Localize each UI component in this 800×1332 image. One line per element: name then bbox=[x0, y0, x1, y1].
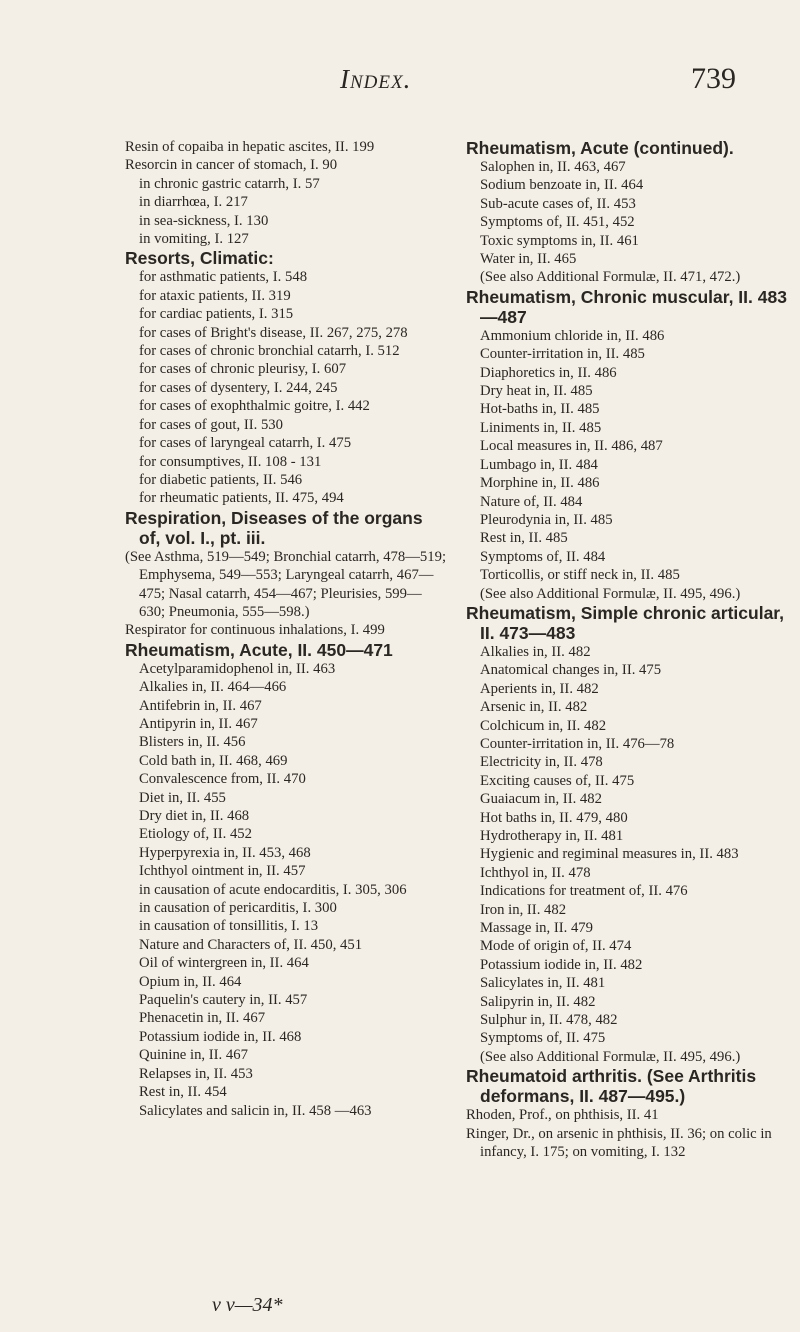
index-subentry: (See also Additional Formulæ, II. 471, 472.) bbox=[480, 269, 741, 286]
index-subentry: Cold bath in, II. 468, 469 bbox=[139, 752, 288, 769]
index-subentry: Local measures in, II. 486, 487 bbox=[480, 438, 663, 455]
running-header-title: Index. bbox=[340, 64, 412, 94]
index-subentry: Opium in, II. 464 bbox=[139, 973, 242, 990]
index-subentry: Ammonium chloride in, II. 486 bbox=[480, 327, 665, 344]
index-subentry: Alkalies in, II. 482 bbox=[480, 643, 591, 660]
index-subentry: Arsenic in, II. 482 bbox=[480, 699, 588, 716]
index-subentry: Counter-irritation in, II. 476—78 bbox=[480, 735, 675, 752]
index-subentry: in causation of acute endocarditis, I. 305, 306 bbox=[139, 881, 407, 898]
index-subentry: Quinine in, II. 467 bbox=[139, 1047, 248, 1064]
index-subentry: Symptoms of, II. 451, 452 bbox=[480, 214, 635, 231]
index-entry: Resorcin in cancer of stomach, I. 90 bbox=[125, 157, 338, 174]
index-subentry: in causation of pericarditis, I. 300 bbox=[139, 900, 337, 917]
index-subentry: Nature of, II. 484 bbox=[480, 493, 583, 510]
index-subentry: Mode of origin of, II. 474 bbox=[480, 938, 632, 955]
index-subentry: for cases of chronic pleurisy, I. 607 bbox=[139, 361, 347, 378]
index-subentry: Massage in, II. 479 bbox=[480, 920, 593, 937]
index-subentry: in chronic gastric catarrh, I. 57 bbox=[139, 175, 320, 192]
index-subentry: Water in, II. 465 bbox=[480, 251, 577, 268]
index-subentry: in sea-sickness, I. 130 bbox=[139, 212, 269, 229]
index-subentry: Toxic symptoms in, II. 461 bbox=[480, 232, 639, 249]
index-subentry: Symptoms of, II. 475 bbox=[480, 1030, 606, 1047]
index-subentry: Lumbago in, II. 484 bbox=[480, 456, 598, 473]
signature-mark: v v—34* bbox=[212, 1294, 283, 1316]
index-subentry: Aperients in, II. 482 bbox=[480, 680, 599, 697]
index-subentry: for cases of laryngeal catarrh, I. 475 bbox=[139, 435, 352, 452]
index-subentry: Anatomical changes in, II. 475 bbox=[480, 662, 662, 679]
index-subentry: Blisters in, II. 456 bbox=[139, 734, 246, 751]
index-subentry: Convalescence from, II. 470 bbox=[139, 771, 306, 788]
index-subentry: Hydrotherapy in, II. 481 bbox=[480, 828, 624, 844]
index-subentry: Nature and Characters of, II. 450, 451 bbox=[139, 936, 363, 953]
index-subentry: in causation of tonsillitis, I. 13 bbox=[139, 918, 319, 935]
index-subentry: for consumptives, II. 108 - 131 bbox=[139, 453, 322, 470]
index-subentry: in diarrhœa, I. 217 bbox=[139, 194, 248, 211]
index-heading: Rheumatoid arthritis. (See Arthritis deformans, II. 487—495.) bbox=[466, 1066, 757, 1107]
index-heading: Resorts, Climatic: bbox=[125, 248, 274, 269]
index-subentry: Hyperpyrexia in, II. 453, 468 bbox=[139, 844, 311, 861]
index-subentry: for diabetic patients, II. 546 bbox=[139, 471, 303, 488]
page-number: 739 bbox=[691, 62, 736, 95]
index-entry: Resin of copaiba in hepatic ascites, II. 199 bbox=[125, 139, 375, 155]
index-heading: Respiration, Diseases of the organs of, vol. I., pt. iii. bbox=[125, 507, 423, 548]
index-subentry: Sub-acute cases of, II. 453 bbox=[480, 195, 636, 212]
index-subentry: Paquelin's cautery in, II. 457 bbox=[139, 992, 308, 1009]
index-entry: Respirator for continuous inhalations, I. 499 bbox=[125, 622, 385, 639]
index-subentry: Dry heat in, II. 485 bbox=[480, 383, 593, 400]
index-subentry: Exciting causes of, II. 475 bbox=[480, 772, 635, 789]
index-subentry: Iron in, II. 482 bbox=[480, 901, 567, 918]
index-subentry: in vomiting, I. 127 bbox=[139, 231, 249, 248]
index-subentry: Rest in, II. 454 bbox=[139, 1084, 227, 1101]
index-subentry: Potassium iodide in, II. 482 bbox=[480, 956, 643, 973]
index-subentry: Hot baths in, II. 479, 480 bbox=[480, 809, 628, 826]
index-subentry: Salicylates and salicin in, II. 458 —463 bbox=[139, 1102, 372, 1119]
index-heading: Rheumatism, Acute, II. 450—471 bbox=[125, 639, 393, 660]
index-subentry: Sulphur in, II. 478, 482 bbox=[480, 1012, 618, 1029]
index-subentry: for cases of exophthalmic goitre, I. 442 bbox=[139, 398, 370, 415]
index-subentry: Symptoms of, II. 484 bbox=[480, 548, 606, 565]
index-subentry: for asthmatic patients, I. 548 bbox=[139, 269, 308, 286]
index-subentry: (See also Additional Formulæ, II. 495, 496.) bbox=[480, 1048, 741, 1065]
index-entry: Rhoden, Prof., on phthisis, II. 41 bbox=[466, 1107, 659, 1124]
index-subentry: Potassium iodide in, II. 468 bbox=[139, 1028, 302, 1045]
index-subentry: Indications for treatment of, II. 476 bbox=[480, 883, 688, 900]
index-column-right bbox=[466, 138, 788, 1162]
index-subentry: Acetylparamidophenol in, II. 463 bbox=[139, 660, 336, 677]
index-subentry: for cases of Bright's disease, II. 267, 275, 278 bbox=[139, 324, 408, 341]
index-subentry: Antipyrin in, II. 467 bbox=[139, 715, 258, 732]
index-subentry: Morphine in, II. 486 bbox=[480, 475, 600, 492]
index-entry: Ringer, Dr., on arsenic in phthisis, II. 36; on colic in infancy, I. 175; on vomiting, I. 132 bbox=[466, 1125, 772, 1161]
index-subentry: Salicylates in, II. 481 bbox=[480, 975, 606, 992]
index-subentry: for rheumatic patients, II. 475, 494 bbox=[139, 490, 344, 507]
index-subentry: for ataxic patients, II. 319 bbox=[139, 287, 291, 304]
index-subentry: for cardiac patients, I. 315 bbox=[139, 306, 294, 323]
index-column-left bbox=[125, 138, 447, 1120]
index-subentry: for cases of dysentery, I. 244, 245 bbox=[139, 379, 338, 396]
index-subentry: Hot-baths in, II. 485 bbox=[480, 401, 600, 418]
index-subentry: Diet in, II. 455 bbox=[139, 789, 226, 806]
index-subentry: Ichthyol in, II. 478 bbox=[480, 864, 591, 881]
index-heading: Rheumatism, Simple chronic articular, II. 473—483 bbox=[466, 602, 785, 643]
index-subentry: Alkalies in, II. 464—466 bbox=[139, 679, 287, 696]
index-subentry: Etiology of, II. 452 bbox=[139, 826, 252, 843]
index-subentry: Salipyrin in, II. 482 bbox=[480, 993, 596, 1010]
index-heading: Rheumatism, Acute (continued). bbox=[466, 138, 734, 158]
index-subentry: Hygienic and regiminal measures in, II. 483 bbox=[480, 846, 739, 863]
index-subentry: Liniments in, II. 485 bbox=[480, 419, 602, 436]
index-subentry: Colchicum in, II. 482 bbox=[480, 717, 607, 734]
index-subentry: Salophen in, II. 463, 467 bbox=[480, 159, 626, 175]
index-entry: (See Asthma, 519—549; Bronchial catarrh, 478—519; Emphysema, 549—553; Laryngeal catarrh, 467—475; Nasal catarrh, 454—467; Pleurisies, 599—630; Pneumonia, 555—598.) bbox=[125, 548, 447, 620]
index-subentry: Diaphoretics in, II. 486 bbox=[480, 364, 617, 381]
index-subentry: Relapses in, II. 453 bbox=[139, 1065, 253, 1082]
index-subentry: Guaiacum in, II. 482 bbox=[480, 791, 602, 808]
index-subentry: Counter-irritation in, II. 485 bbox=[480, 346, 645, 363]
index-subentry: for cases of chronic bronchial catarrh, I. 512 bbox=[139, 343, 400, 360]
index-subentry: Sodium benzoate in, II. 464 bbox=[480, 177, 644, 194]
index-subentry: for cases of gout, II. 530 bbox=[139, 416, 283, 433]
index-subentry: Torticollis, or stiff neck in, II. 485 bbox=[480, 567, 680, 584]
index-subentry: Electricity in, II. 478 bbox=[480, 754, 603, 771]
index-subentry: (See also Additional Formulæ, II. 495, 496.) bbox=[480, 585, 741, 602]
index-subentry: Rest in, II. 485 bbox=[480, 530, 568, 547]
index-subentry: Phenacetin in, II. 467 bbox=[139, 1010, 266, 1027]
index-subentry: Antifebrin in, II. 467 bbox=[139, 697, 262, 714]
index-subentry: Ichthyol ointment in, II. 457 bbox=[139, 863, 306, 880]
index-subentry: Oil of wintergreen in, II. 464 bbox=[139, 955, 309, 972]
index-subentry: Dry diet in, II. 468 bbox=[139, 808, 250, 824]
index-heading: Rheumatism, Chronic muscular, II. 483—487 bbox=[466, 286, 787, 327]
index-subentry: Pleurodynia in, II. 485 bbox=[480, 511, 613, 528]
